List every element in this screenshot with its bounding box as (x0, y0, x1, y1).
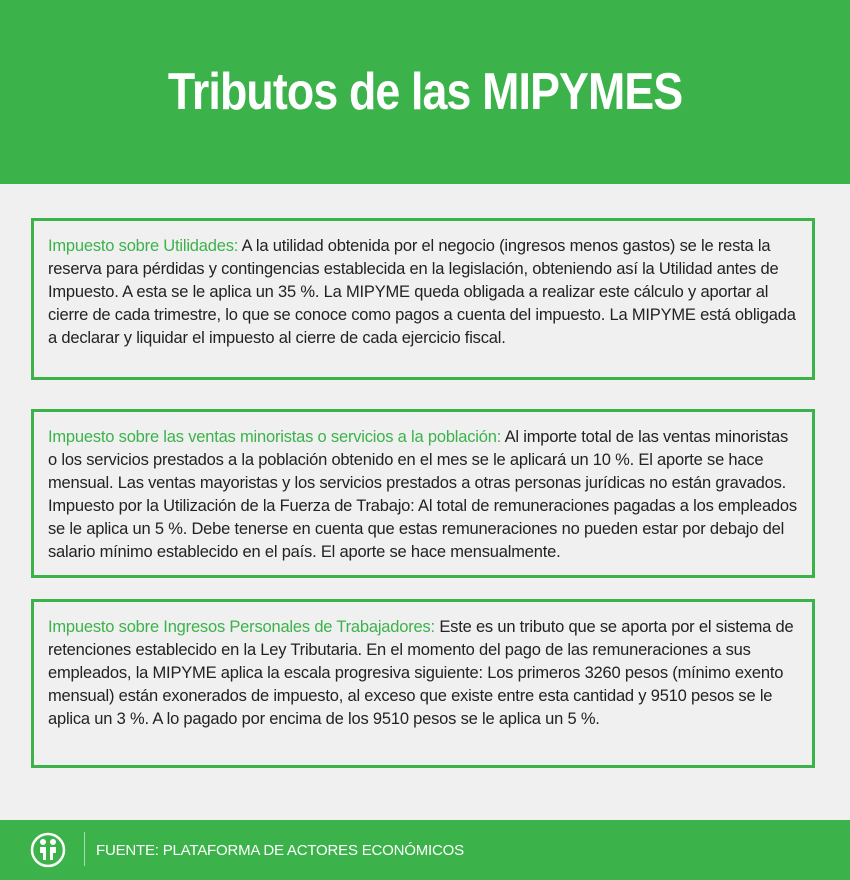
tax-card-heading: Impuesto sobre Ingresos Personales de Trabajadores: (48, 618, 435, 636)
tax-card-ventas-minoristas (31, 409, 815, 578)
footer-divider (84, 832, 85, 866)
tax-card-text: Este es un tributo que se aporta por el sistema de retenciones establecido en la Ley Tributaria. En el momento del pago de las remuneraciones a sus empleados, la MIPYME aplica la escala progresiva siguiente: Los primeros 3260 pesos (mínimo exento mensual) están exonerados de impuesto, al exceso que existe entre esta cantidad y 9510 pesos se le aplica un 3 %. A lo pagado por encima de los 9510 pesos se le aplica un 5 %. (48, 618, 794, 728)
people-logo-icon (30, 832, 66, 868)
tax-card-body (34, 602, 812, 731)
tax-card-ingresos-personales (31, 599, 815, 768)
source-credit: FUENTE: PLATAFORMA DE ACTORES ECONÓMICOS (96, 842, 464, 859)
page-title: Tributos de las MIPYMES (167, 63, 683, 121)
tax-card-heading: Impuesto sobre Utilidades: (48, 237, 239, 255)
footer-bar (0, 820, 850, 880)
tax-card-utilidades (31, 218, 815, 380)
header-banner (0, 0, 850, 184)
tax-card-body (34, 221, 812, 350)
tax-card-heading: Impuesto sobre las ventas minoristas o servicios a la población: (48, 428, 502, 446)
tax-card-body (34, 412, 812, 564)
tax-card-text: Al importe total de las ventas minoristas o los servicios prestados a la población obtenido en el mes se le aplicará un 10 %. El aporte se hace mensual. Las ventas mayoristas y los servicios prestados a otras personas jurídicas no están gravados. Impuesto por la Utilización de la Fuerza de Trabajo: Al total de remuneraciones pagadas a los empleados se le aplica un 5 %. Debe tenerse en cuenta que estas remuneraciones no pueden estar por debajo del salario mínimo establecido en el país. El aporte se hace mensualmente. (48, 428, 797, 561)
tax-card-text: A la utilidad obtenida por el negocio (ingresos menos gastos) se le resta la reserva para pérdidas y contingencias establecida en la legislación, obteniendo así la Utilidad antes de Impuesto. A esta se le aplica un 35 %. La MIPYME queda obligada a realizar este cálculo y aportar al cierre de cada trimestre, lo que se conoce como pagos a cuenta del impuesto. La MIPYME está obligada a declarar y liquidar el impuesto al cierre de cada ejercicio fiscal. (48, 237, 796, 347)
